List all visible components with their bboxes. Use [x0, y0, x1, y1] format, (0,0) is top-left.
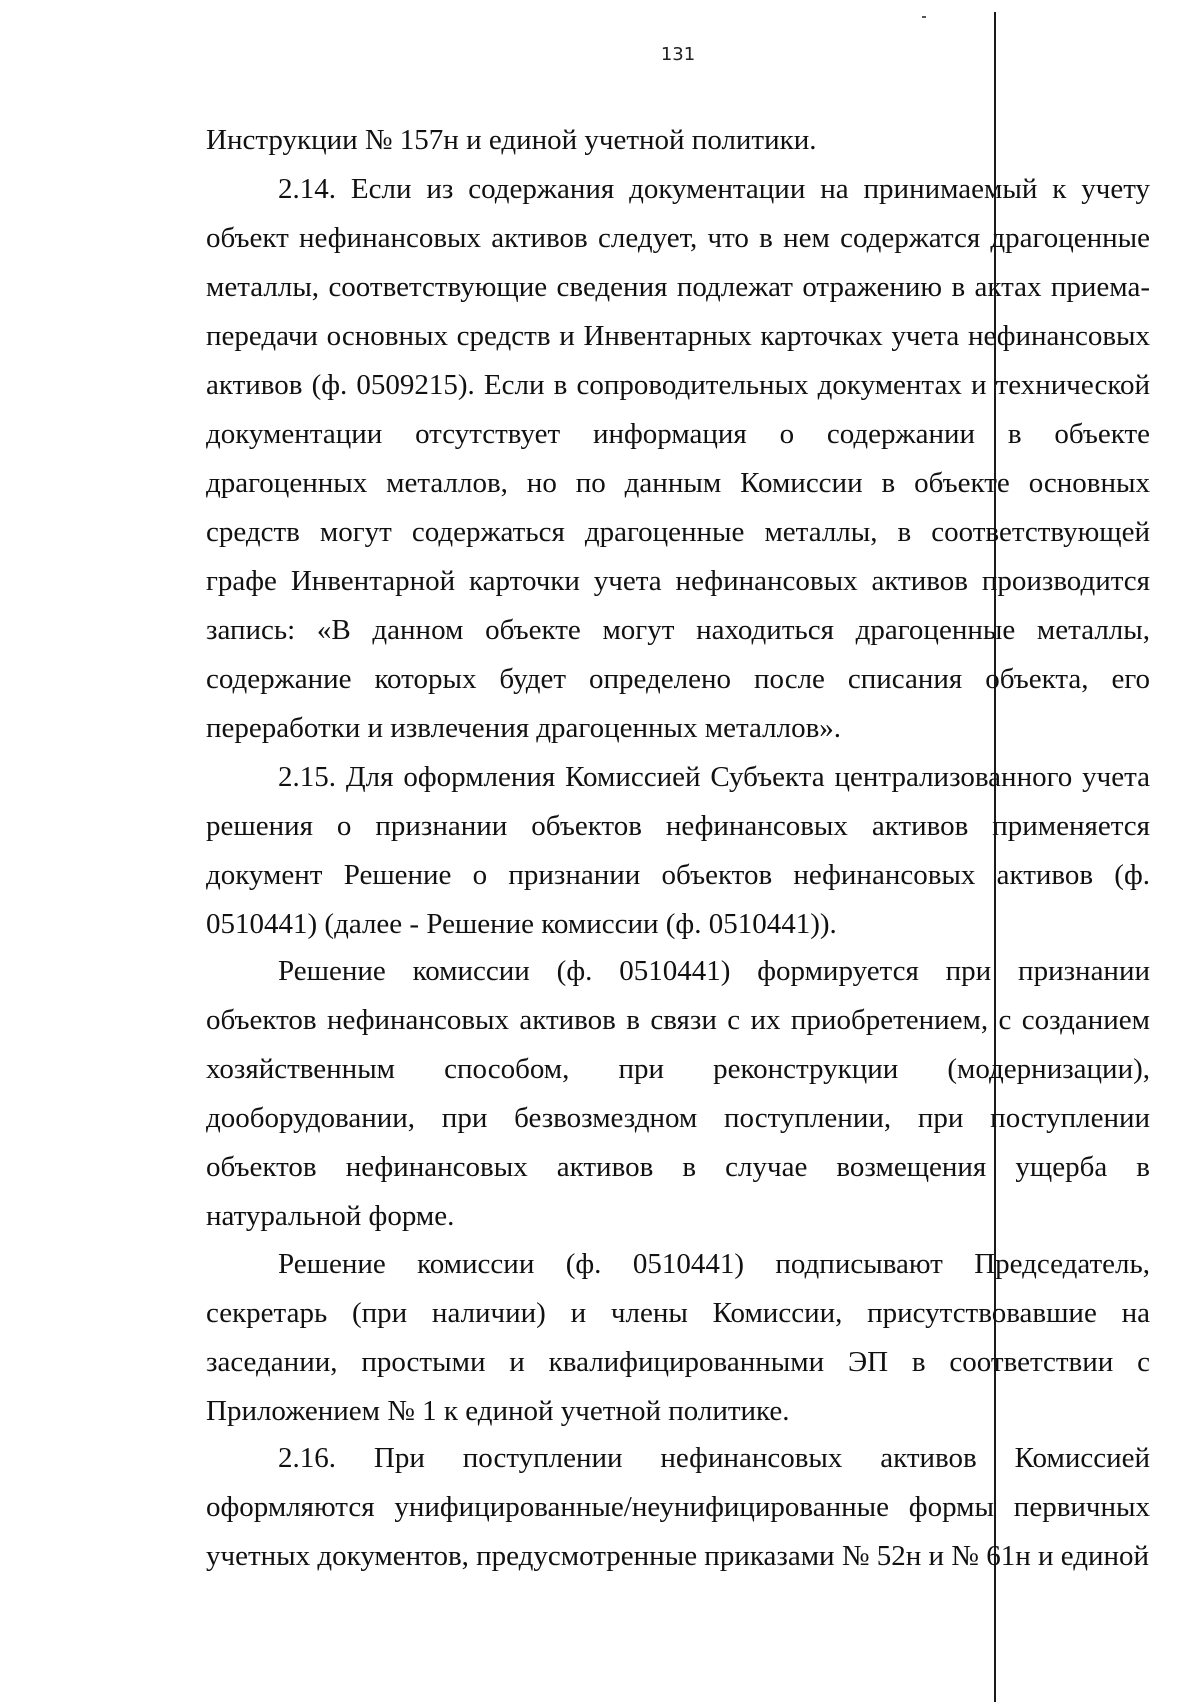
page-number: 131 [660, 44, 696, 65]
paragraph-decision-signed [206, 1240, 1150, 1436]
paragraph-2-14 [206, 165, 1150, 753]
paragraph-2-15 [206, 753, 1150, 949]
paragraph-text: 2.14. Если из содержания документации на принимаемый к учету объект нефинансовых активов следует, что в нем содержатся драгоценные металлы, соответствующие сведения подлежат отражению в актах приема-передачи основных средств и Инвентарных карточках учета нефинансовых активов (ф. 0509215). Если в сопроводительных документах и технической документации отсутствует информация о содержании в объекте драгоценных металлов, но по данным Комиссии в объекте основных средств могут содержаться драгоценные металлы, в соответствующей графе Инвентарной карточки учета нефинансовых активов производится запись: «В данном объекте могут находиться драгоценные металлы, содержание которых будет определено после списания объекта, его переработки и извлечения драгоценных металлов». [206, 173, 1150, 744]
paragraph-text: Инструкции № 157н и единой учетной политики. [206, 124, 817, 156]
scan-dot [922, 16, 926, 18]
paragraph-text: Решение комиссии (ф. 0510441) формируется при признании объектов нефинансовых активов в связи с их приобретением, с созданием хозяйственным способом, при реконструкции (модернизации), дооборудовании, при безвозмездном поступлении, при поступлении объектов нефинансовых активов в случае возмещения ущерба в натуральной форме. [206, 955, 1150, 1232]
paragraph-text: Решение комиссии (ф. 0510441) подписывают Председатель, секретарь (при наличии) и члены Комиссии, присутствовавшие на заседании, простыми и квалифицированными ЭП в соответствии с Приложением № 1 к единой учетной политике. [206, 1248, 1150, 1427]
paragraph-text: 2.16. При поступлении нефинансовых активов Комиссией оформляются унифицированные/неунифицированные формы первичных учетных документов, предусмотренные приказами № 52н и № 61н и единой [206, 1442, 1150, 1572]
paragraph-2-16 [206, 1434, 1150, 1581]
paragraph-text: 2.15. Для оформления Комиссией Субъекта централизованного учета решения о признании объектов нефинансовых активов применяется документ Решение о признании объектов нефинансовых активов (ф. 0510441) (далее - Решение комиссии (ф. 0510441)). [206, 761, 1150, 940]
paragraph-instructions-end [206, 116, 1150, 165]
paragraph-decision-formed [206, 947, 1150, 1241]
